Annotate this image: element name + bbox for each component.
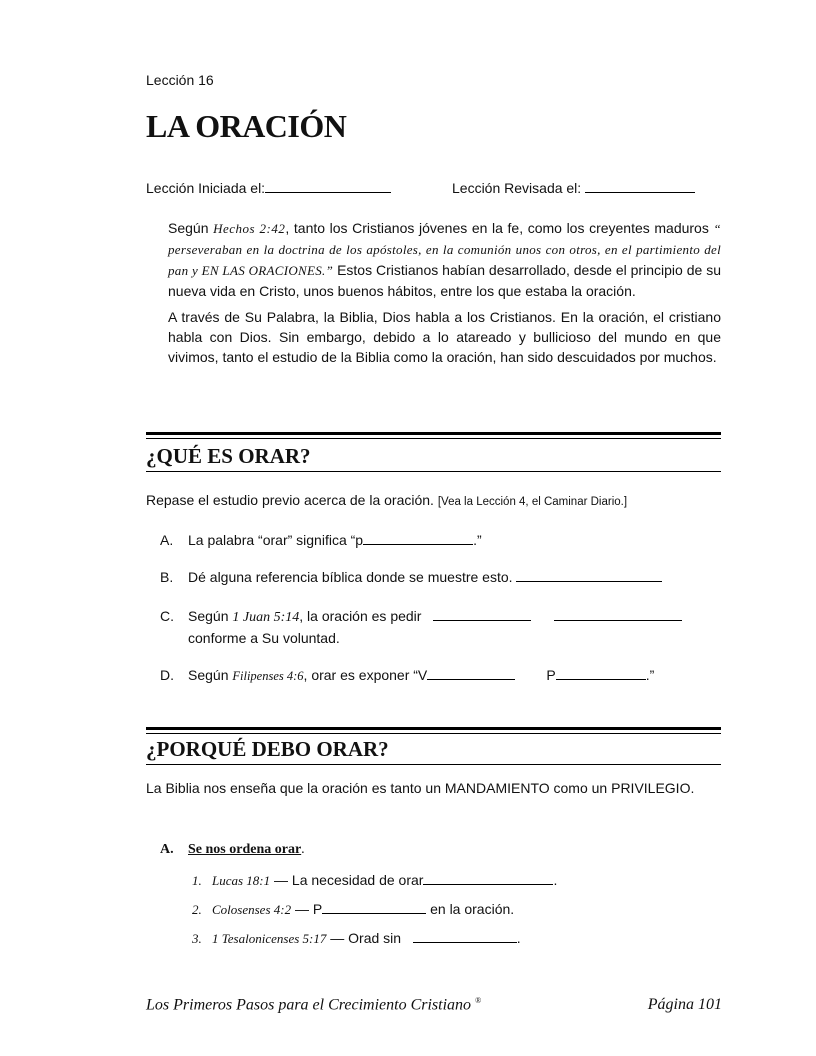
sub-point-1: 1. Lucas 18:1 — La necesidad de orar . [192, 872, 558, 888]
answer-blank[interactable] [413, 928, 517, 943]
reviewed-label: Lección Revisada el: [452, 180, 582, 196]
answer-blank[interactable] [556, 665, 646, 680]
reviewed-field [452, 178, 695, 196]
scripture-reference: 1 Juan 5:14 [232, 610, 300, 625]
answer-blank[interactable] [554, 606, 682, 621]
answer-blank[interactable] [516, 567, 662, 582]
started-date-blank[interactable] [265, 178, 391, 193]
scripture-reference: Lucas 18:1 [212, 873, 271, 888]
intro-text [168, 218, 721, 373]
document-page: Lección 16 LA ORACIÓN Lección Iniciada el: Lección Revisada el: Según Hechos 2:42, tanto los Cristianos jóvenes en la fe, como los creyentes maduros “ perseveraban en la doctrina de los apóstoles, en la comunión unos con otros, en el partimiento del pan y EN LAS ORACIONES.” Estos Cristianos habían desarrollado, desde el principio de su nueva vida en Cristo, unos buenos hábitos, entre los que estaba la oración. A través de Su Palabra, la Biblia, Dios habla a los Cristianos. En la oración, el cristiano habla con Dios. Sin embargo, debido a lo atareado y bullicioso del mundo en que vivimos, tanto el estudio de la Biblia como la oración, han sido descuidados por muchos. ¿QUÉ ES ORAR? Repase el estudio previo acerca de la oración. [Vea la Lección 4, el Caminar Diario.] A. La palabra “orar” significa “p .” B. Dé alguna referencia bíblica donde se muestre esto. C. Según 1 Juan 5:14, la oración es pedir conforme a Su voluntad. D. Según Filipenses 4:6, orar es exponer “V P .” ¿PORQUÉ DEBO ORAR? La Biblia nos enseña que la oración es tanto un MANDAMIENTO como un PRIVILEGIO. A. Se nos ordena orar. 1. Lucas 18:1 — La necesidad de orar . 2. Colosenses 4:2 — P en la oración. 3. 1 Tesalonicenses 5:17 — Orad sin . Los Primeros Pasos para el Crecimiento Cristiano ® Página 101 [146, 72, 722, 1014]
answer-blank[interactable] [363, 530, 473, 545]
book-title: Los Primeros Pasos para el Crecimiento Cristiano [146, 996, 472, 1014]
registered-mark: ® [475, 996, 482, 1005]
section-rule [146, 432, 721, 435]
page-title: LA ORACIÓN [146, 108, 347, 144]
sub-point-2: 2. Colosenses 4:2 — P en la oración. [192, 901, 515, 917]
answer-blank[interactable] [423, 870, 553, 885]
page-footer [146, 996, 722, 1014]
section1-intro: Repase el estudio previo acerca de la oración. [Vea la Lección 4, el Caminar Diario.] [146, 492, 628, 508]
page-number: Página 101 [647, 996, 722, 1013]
section-title-what-is-prayer: ¿QUÉ ES ORAR? [146, 444, 721, 472]
scripture-quote: “ perseveraban en la doctrina de los apóstoles, en la comunión unos con otros, en el partimiento del pan y EN LAS ORACIONES.” [168, 221, 721, 278]
section-rule [146, 727, 721, 730]
section-rule [146, 733, 721, 734]
section2-intro: La Biblia nos enseña que la oración es tanto un MANDAMIENTO como un PRIVILEGIO. [146, 780, 695, 796]
scripture-reference: Filipenses 4:6 [232, 669, 304, 683]
scripture-reference: Hechos 2:42 [213, 221, 286, 236]
intro-paragraph-1: Según Hechos 2:42, tanto los Cristianos jóvenes en la fe, como los creyentes maduros “ perseveraban en la doctrina de los apóstoles, en la comunión unos con otros, en el partimiento del pan y EN LAS ORACIONES.” Estos Cristianos habían desarrollado, desde el principio de su nueva vida en Cristo, unos buenos hábitos, entre los que estaba la oración. [168, 220, 721, 299]
started-label: Lección Iniciada el: [146, 180, 266, 196]
section-rule [146, 438, 721, 439]
started-field [146, 178, 391, 196]
reviewed-date-blank[interactable] [585, 178, 695, 193]
scripture-reference: 1 Tesalonicenses 5:17 [212, 931, 327, 946]
answer-blank[interactable] [427, 665, 515, 680]
point-a-heading: Se nos ordena orar [188, 842, 302, 857]
section1-note: [Vea la Lección 4, el Caminar Diario.] [437, 496, 628, 508]
scripture-reference: Colosenses 4:2 [212, 902, 292, 917]
section-title-why-pray: ¿PORQUÉ DEBO ORAR? [146, 737, 721, 765]
answer-blank[interactable] [322, 899, 426, 914]
sub-point-3: 3. 1 Tesalonicenses 5:17 — Orad sin . [192, 930, 521, 946]
intro-paragraph-2: A través de Su Palabra, la Biblia, Dios habla a los Cristianos. En la oración, el cristiano habla con Dios. Sin embargo, debido a lo atareado y bullicioso del mundo en que vivimos, tanto el estudio de la Biblia como la oración, han sido descuidados por muchos. [168, 309, 721, 365]
lesson-number: Lección 16 [146, 72, 214, 88]
answer-blank[interactable] [433, 606, 531, 621]
